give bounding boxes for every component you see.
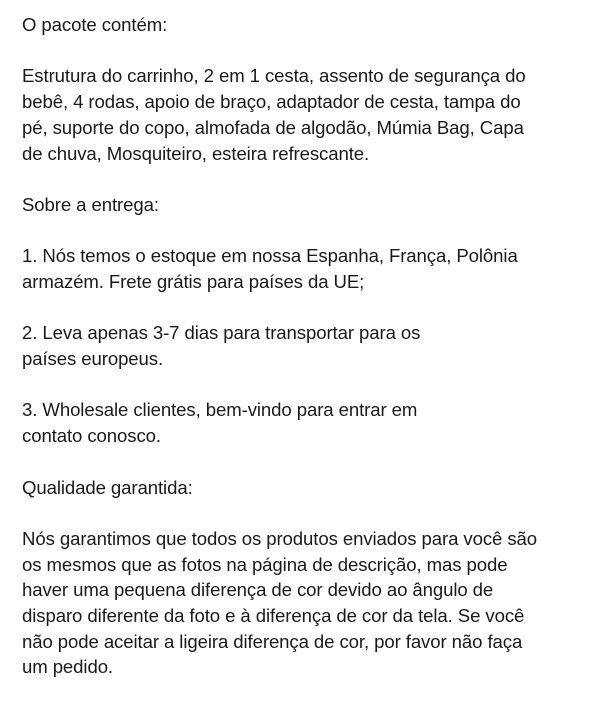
package-heading: O pacote contém: <box>22 14 168 35</box>
product-description <box>22 12 602 706</box>
quality-line: os mesmos que as fotos na página de descrição, mas pode <box>22 553 508 575</box>
quality-line: não pode aceitar a ligeira diferença de cor, por favor não faça <box>22 630 523 652</box>
delivery-heading: Sobre a entrega: <box>22 193 159 215</box>
package-contents-line: pé, suporte do copo, almofada de algodão, Múmia Bag, Capa <box>22 116 524 138</box>
quality-line: Nós garantimos que todos os produtos enviados para você são <box>22 527 538 549</box>
package-contents-paragraph <box>22 63 602 166</box>
delivery-item-2: 2. Leva apenas 3-7 dias para transportar para os países europeus. <box>22 322 421 370</box>
package-contents-line: bebê, 4 rodas, apoio de braço, adaptador de cesta, tampa do <box>22 91 521 113</box>
quality-heading: Qualidade garantida: <box>22 476 193 498</box>
quality-line: disparo diferente da foto e à diferença de cor da tela. Se você <box>22 605 525 627</box>
quality-line: haver uma pequena diferença de cor devido ao ângulo de <box>22 579 494 601</box>
delivery-item-3: 3. Wholesale clientes, bem-vindo para entrar em contato conosco. <box>22 399 418 447</box>
quality-paragraph <box>22 526 602 680</box>
package-contents-line: Estrutura do carrinho, 2 em 1 cesta, assento de segurança do <box>22 65 526 87</box>
delivery-item-1: 1. Nós temos o estoque em nossa Espanha, França, Polônia armazém. Frete grátis para países da UE; <box>22 245 518 292</box>
package-contents-line: de chuva, Mosquiteiro, esteira refrescante. <box>22 142 370 164</box>
quality-line: um pedido. <box>22 656 113 678</box>
